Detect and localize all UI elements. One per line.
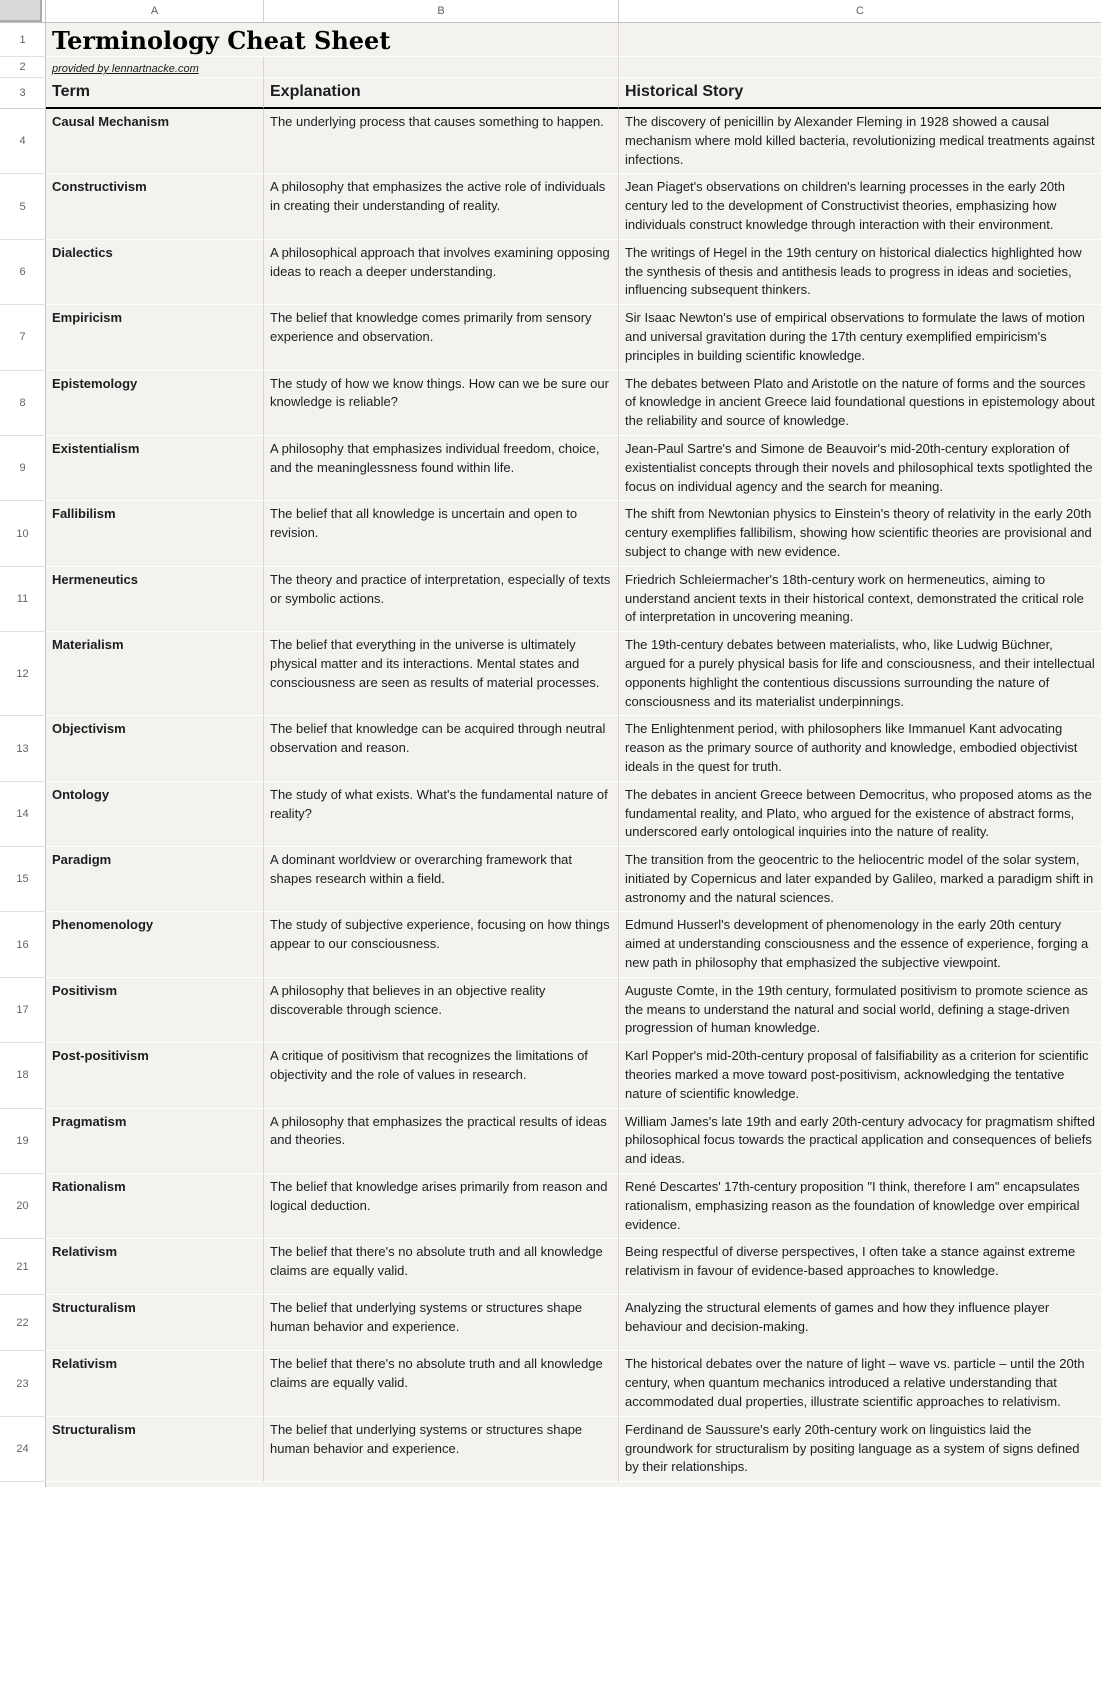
- row-number[interactable]: 15: [0, 847, 46, 912]
- row-25-partial: [0, 1482, 1101, 1487]
- explanation-cell[interactable]: The belief that everything in the universe is ultimately physical matter and its interactions. Mental states and consciousness are seen as results of material processes.: [264, 632, 619, 716]
- term-cell[interactable]: Post-positivism: [46, 1043, 264, 1108]
- story-cell[interactable]: The writings of Hegel in the 19th century on historical dialectics highlighted how the synthesis of thesis and antithesis leads to progress in ideas and societies, influencing subsequent thinkers.: [619, 240, 1101, 305]
- story-cell[interactable]: The historical debates over the nature of light – wave vs. particle – until the 20th century, when quantum mechanics introduced a relative understanding that accommodated dual properties, illustrate scientific approaches to relativism.: [619, 1351, 1101, 1416]
- term-cell[interactable]: Existentialism: [46, 436, 264, 501]
- row-number[interactable]: 13: [0, 716, 46, 781]
- term-cell[interactable]: Ontology: [46, 782, 264, 847]
- explanation-cell[interactable]: The study of subjective experience, focusing on how things appear to our consciousness.: [264, 912, 619, 977]
- table-row: [0, 632, 1101, 716]
- row-number[interactable]: 23: [0, 1351, 46, 1416]
- explanation-cell[interactable]: A philosophy that emphasizes the practical results of ideas and theories.: [264, 1109, 619, 1174]
- table-row: [0, 371, 1101, 436]
- row-number[interactable]: 20: [0, 1174, 46, 1239]
- term-cell[interactable]: Relativism: [46, 1351, 264, 1416]
- provided-by-link[interactable]: provided by lennartnacke.com: [52, 63, 199, 75]
- empty-cell[interactable]: [619, 57, 1101, 78]
- explanation-cell[interactable]: A philosophy that emphasizes the active role of individuals in creating their understanding of reality.: [264, 174, 619, 239]
- row-number[interactable]: 1: [0, 23, 46, 57]
- story-cell[interactable]: William James's late 19th and early 20th-century advocacy for pragmatism shifted philosophical focus towards the practical application and consequences of beliefs and ideas.: [619, 1109, 1101, 1174]
- term-cell[interactable]: Structuralism: [46, 1295, 264, 1351]
- explanation-cell[interactable]: The study of how we know things. How can we be sure our knowledge is reliable?: [264, 371, 619, 436]
- story-cell[interactable]: The debates between Plato and Aristotle on the nature of forms and the sources of knowledge in ancient Greece laid foundational questions in epistemology about the reliability and source of knowledge.: [619, 371, 1101, 436]
- explanation-cell[interactable]: The belief that underlying systems or structures shape human behavior and experience.: [264, 1295, 619, 1351]
- term-cell[interactable]: Constructivism: [46, 174, 264, 239]
- term-cell[interactable]: Structuralism: [46, 1417, 264, 1482]
- title-cell[interactable]: [46, 23, 619, 57]
- story-cell[interactable]: The 19th-century debates between materialists, who, like Ludwig Büchner, argued for a purely physical basis for life and consciousness, and their intellectual opponents highlight the contentious discussions surrounding the nature of consciousness and its materialist underpinnings.: [619, 632, 1101, 716]
- story-cell[interactable]: The discovery of penicillin by Alexander Fleming in 1928 showed a causal mechanism where mold killed bacteria, revolutionizing medical treatments against infections.: [619, 109, 1101, 174]
- table-row: [0, 716, 1101, 781]
- row-1: [0, 23, 1101, 57]
- row-number[interactable]: [0, 1482, 46, 1487]
- term-cell[interactable]: Rationalism: [46, 1174, 264, 1239]
- table-row: [0, 1109, 1101, 1174]
- term-cell[interactable]: Materialism: [46, 632, 264, 716]
- explanation-cell[interactable]: The belief that underlying systems or structures shape human behavior and experience.: [264, 1417, 619, 1482]
- header-term[interactable]: Term: [46, 78, 264, 109]
- row-number[interactable]: 18: [0, 1043, 46, 1108]
- story-cell[interactable]: Ferdinand de Saussure's early 20th-century work on linguistics laid the groundwork for structuralism by positing language as a system of signs defined by their relationships.: [619, 1417, 1101, 1482]
- table-row: [0, 1417, 1101, 1482]
- story-cell[interactable]: Analyzing the structural elements of games and how they influence player behaviour and decision-making.: [619, 1295, 1101, 1351]
- table-row: [0, 978, 1101, 1043]
- table-row: [0, 240, 1101, 305]
- row-number[interactable]: 21: [0, 1239, 46, 1295]
- table-row: [0, 501, 1101, 566]
- story-cell[interactable]: The shift from Newtonian physics to Einstein's theory of relativity in the early 20th century exemplifies fallibilism, showing how scientific theories are provisional and subject to change with new evidence.: [619, 501, 1101, 566]
- table-row: [0, 436, 1101, 501]
- story-cell[interactable]: Being respectful of diverse perspectives, I often take a stance against extreme relativism in favour of evidence-based approaches to knowledge.: [619, 1239, 1101, 1295]
- row-number[interactable]: 10: [0, 501, 46, 566]
- table-row: [0, 1239, 1101, 1295]
- provided-by-cell[interactable]: [46, 57, 264, 78]
- story-cell[interactable]: Jean-Paul Sartre's and Simone de Beauvoir's mid-20th-century exploration of existentialist concepts through their novels and philosophical texts spotlighted the focus on individual agency and the search for meaning.: [619, 436, 1101, 501]
- table-row: [0, 305, 1101, 370]
- story-cell[interactable]: Edmund Husserl's development of phenomenology in the early 20th century aimed at understanding consciousness and the essence of experience, forging a new path in philosophy that emphasized the subjective viewpoint.: [619, 912, 1101, 977]
- story-cell[interactable]: The debates in ancient Greece between Democritus, who proposed atoms as the fundamental reality, and Plato, who argued for the existence of abstract forms, underscored early ontological inquiries into the nature of reality.: [619, 782, 1101, 847]
- term-cell[interactable]: Fallibilism: [46, 501, 264, 566]
- table-row: [0, 1295, 1101, 1351]
- column-header-c[interactable]: C: [619, 0, 1101, 22]
- term-cell[interactable]: Relativism: [46, 1239, 264, 1295]
- row-number[interactable]: 19: [0, 1109, 46, 1174]
- table-row: [0, 567, 1101, 632]
- table-row: [0, 109, 1101, 174]
- row-2: [0, 57, 1101, 78]
- header-historical-story[interactable]: Historical Story: [619, 78, 1101, 109]
- table-row: [0, 912, 1101, 977]
- row-number[interactable]: 4: [0, 109, 46, 174]
- row-number[interactable]: 7: [0, 305, 46, 370]
- page-title: Terminology Cheat Sheet: [52, 26, 391, 55]
- select-all-box: [0, 0, 42, 22]
- explanation-cell[interactable]: A philosophy that emphasizes individual freedom, choice, and the meaninglessness found within life.: [264, 436, 619, 501]
- story-cell[interactable]: Karl Popper's mid-20th-century proposal of falsifiability as a criterion for scientific theories marked a move toward post-positivism, acknowledging the tentative nature of scientific knowledge.: [619, 1043, 1101, 1108]
- row-number[interactable]: 2: [0, 57, 46, 78]
- story-cell[interactable]: The Enlightenment period, with philosophers like Immanuel Kant advocating reason as the primary source of authority and knowledge, embodied objectivist ideals in the quest for truth.: [619, 716, 1101, 781]
- term-cell[interactable]: Causal Mechanism: [46, 109, 264, 174]
- term-cell[interactable]: Phenomenology: [46, 912, 264, 977]
- table-row: [0, 1174, 1101, 1239]
- term-cell[interactable]: Positivism: [46, 978, 264, 1043]
- table-row: [0, 1043, 1101, 1108]
- term-cell[interactable]: Hermeneutics: [46, 567, 264, 632]
- explanation-cell[interactable]: The underlying process that causes something to happen.: [264, 109, 619, 174]
- explanation-cell[interactable]: A philosophical approach that involves examining opposing ideas to reach a deeper understanding.: [264, 240, 619, 305]
- row-number[interactable]: 17: [0, 978, 46, 1043]
- explanation-cell[interactable]: The belief that knowledge comes primarily from sensory experience and observation.: [264, 305, 619, 370]
- explanation-cell[interactable]: A philosophy that believes in an objective reality discoverable through science.: [264, 978, 619, 1043]
- row-3: [0, 78, 1101, 109]
- explanation-cell[interactable]: The belief that there's no absolute truth and all knowledge claims are equally valid.: [264, 1239, 619, 1295]
- story-cell[interactable]: René Descartes' 17th-century proposition "I think, therefore I am" encapsulates rationalism, emphasizing reason as the foundation of knowledge over empirical evidence.: [619, 1174, 1101, 1239]
- explanation-cell[interactable]: The belief that knowledge arises primarily from reason and logical deduction.: [264, 1174, 619, 1239]
- sheet-grid: [0, 23, 1101, 1487]
- story-cell[interactable]: Sir Isaac Newton's use of empirical observations to formulate the laws of motion and universal gravitation during the 17th century exemplified empiricism's principles in building scientific knowledge.: [619, 305, 1101, 370]
- empty-cell[interactable]: [46, 1482, 1101, 1487]
- story-cell[interactable]: Jean Piaget's observations on children's learning processes in the early 20th century led to the development of Constructivist theories, emphasizing how individuals construct knowledge through interaction with their environment.: [619, 174, 1101, 239]
- explanation-cell[interactable]: A critique of positivism that recognizes the limitations of objectivity and the role of values in research.: [264, 1043, 619, 1108]
- row-number[interactable]: 3: [0, 78, 46, 109]
- select-all-corner[interactable]: [0, 0, 46, 22]
- row-number[interactable]: 16: [0, 912, 46, 977]
- story-cell[interactable]: Friedrich Schleiermacher's 18th-century work on hermeneutics, aiming to understand ancient texts in their historical context, demonstrated the critical role of interpretation in uncovering meaning.: [619, 567, 1101, 632]
- table-row: [0, 782, 1101, 847]
- explanation-cell[interactable]: The study of what exists. What's the fundamental nature of reality?: [264, 782, 619, 847]
- header-explanation[interactable]: Explanation: [264, 78, 619, 109]
- term-cell[interactable]: Dialectics: [46, 240, 264, 305]
- explanation-cell[interactable]: The belief that there's no absolute truth and all knowledge claims are equally valid.: [264, 1351, 619, 1416]
- row-number[interactable]: 22: [0, 1295, 46, 1351]
- row-number[interactable]: 8: [0, 371, 46, 436]
- data-rows: [0, 109, 1101, 1482]
- row-number[interactable]: 11: [0, 567, 46, 632]
- empty-cell[interactable]: [619, 23, 1101, 57]
- explanation-cell[interactable]: The theory and practice of interpretation, especially of texts or symbolic actions.: [264, 567, 619, 632]
- row-number[interactable]: 24: [0, 1417, 46, 1482]
- row-number[interactable]: 5: [0, 174, 46, 239]
- row-number[interactable]: 14: [0, 782, 46, 847]
- story-cell[interactable]: The transition from the geocentric to the heliocentric model of the solar system, initiated by Copernicus and later expanded by Galileo, marked a paradigm shift in astronomy and the natural sciences.: [619, 847, 1101, 912]
- empty-cell[interactable]: [264, 57, 619, 78]
- column-header-a[interactable]: A: [46, 0, 264, 22]
- row-number[interactable]: 12: [0, 632, 46, 716]
- term-cell[interactable]: Epistemology: [46, 371, 264, 436]
- story-cell[interactable]: Auguste Comte, in the 19th century, formulated positivism to promote science as the means to understand the natural and social world, defining a stage-driven progression of human knowledge.: [619, 978, 1101, 1043]
- term-cell[interactable]: Objectivism: [46, 716, 264, 781]
- term-cell[interactable]: Paradigm: [46, 847, 264, 912]
- table-row: [0, 1351, 1101, 1416]
- term-cell[interactable]: Empiricism: [46, 305, 264, 370]
- explanation-cell[interactable]: The belief that knowledge can be acquired through neutral observation and reason.: [264, 716, 619, 781]
- row-number[interactable]: 6: [0, 240, 46, 305]
- explanation-cell[interactable]: A dominant worldview or overarching framework that shapes research within a field.: [264, 847, 619, 912]
- column-header-b[interactable]: B: [264, 0, 619, 22]
- table-row: [0, 174, 1101, 239]
- column-header-row: [0, 0, 1101, 23]
- term-cell[interactable]: Pragmatism: [46, 1109, 264, 1174]
- row-number[interactable]: 9: [0, 436, 46, 501]
- explanation-cell[interactable]: The belief that all knowledge is uncertain and open to revision.: [264, 501, 619, 566]
- table-row: [0, 847, 1101, 912]
